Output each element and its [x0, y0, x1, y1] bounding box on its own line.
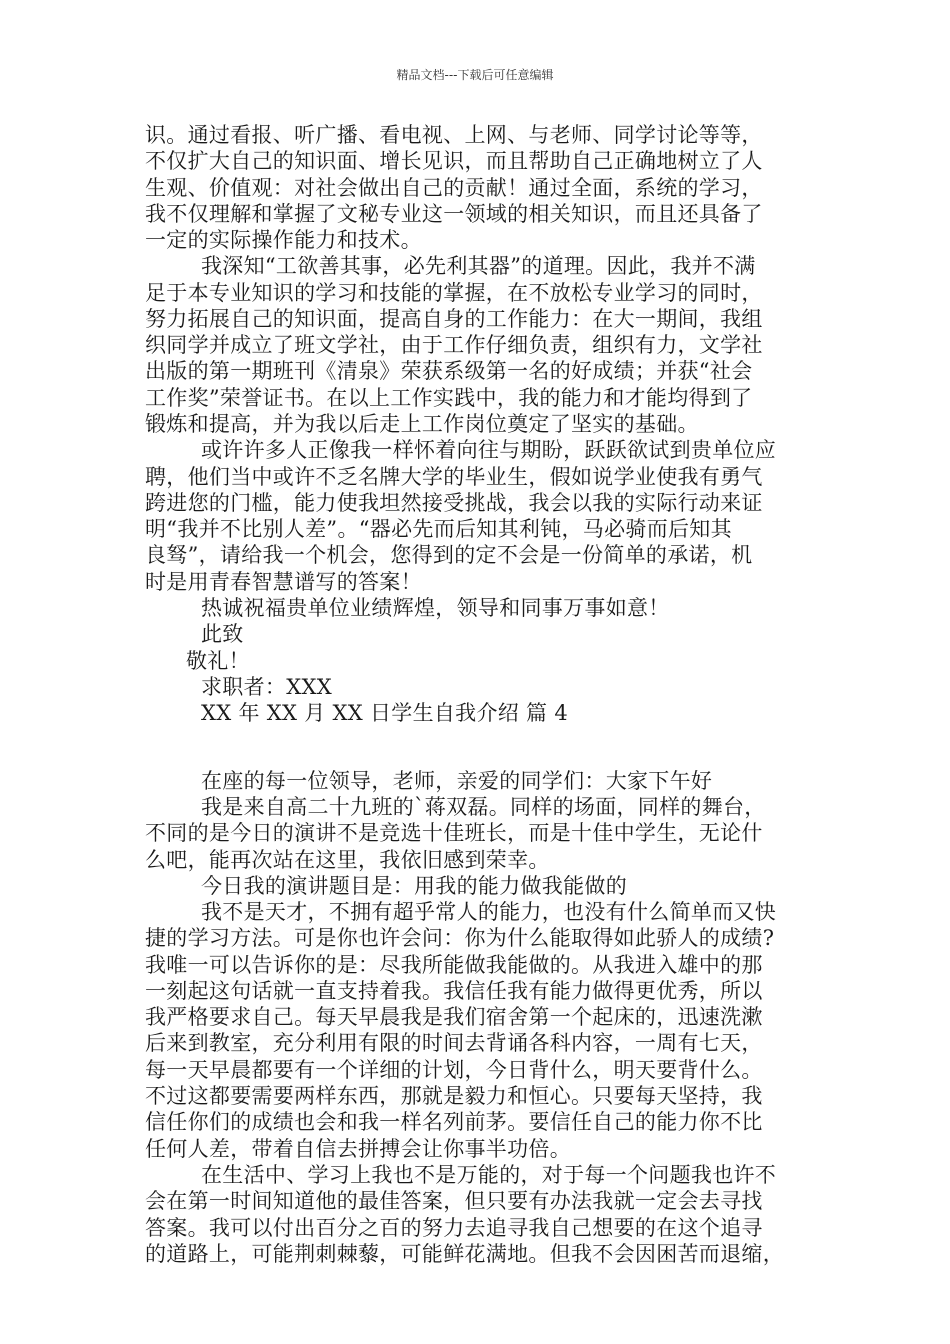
text-line: 一定的实际操作能力和技术。: [145, 228, 422, 252]
text-line: 聘，他们当中或许不乏名牌大学的毕业生，假如说学业使我有勇气: [145, 465, 763, 489]
text-line: 在生活中、学习上我也不是万能的，对于每一个问题我也许不: [201, 1163, 777, 1187]
text-line: 足于本专业知识的学习和技能的掌握，在不放松专业学习的同时，: [145, 281, 763, 305]
text-line: 织同学并成立了班文学社，由于工作仔细负责，组织有力，文学社: [145, 333, 763, 357]
text-line: 在座的每一位领导，老师，亲爱的同学们：大家下午好: [201, 769, 713, 793]
text-line: 敬礼！: [186, 649, 250, 673]
text-line: 此致: [201, 622, 244, 646]
text-line: 出版的第一期班刊《清泉》荣获系级第一名的好成绩；并获“社会: [145, 359, 753, 383]
text-line: 我不仅理解和掌握了文秘专业这一领域的相关知识，而且还具备了: [145, 202, 763, 226]
text-line: 任何人差，带着自信去拼搏会让你事半功倍。: [145, 1137, 571, 1161]
text-line: 我深知“工欲善其事，必先利其器”的道理。因此，我并不满: [201, 254, 756, 278]
text-line: 明“我并不比别人差”。“器必先而后知其利钝，马必骑而后知其: [145, 517, 732, 541]
text-line: 时是用青春智慧谱写的答案！: [145, 570, 422, 594]
text-line: 会在第一时间知道他的最佳答案，但只要有办法我就一定会去寻找: [145, 1189, 763, 1213]
text-line: 不同的是今日的演讲不是竞选十佳班长，而是十佳中学生，无论什: [145, 821, 763, 845]
text-line: 工作奖”荣誉证书。在以上工作实践中，我的能力和才能均得到了: [145, 386, 753, 410]
text-line: 努力拓展自己的知识面，提高自身的工作能力：在大一期间，我组: [145, 307, 763, 331]
text-line: 的道路上，可能荆刺棘藜，可能鲜花满地。但我不会因困苦而退缩，: [145, 1242, 784, 1266]
text-line: 识。通过看报、听广播、看电视、上网、与老师、同学讨论等等，: [145, 123, 763, 147]
text-line: 跨进您的门槛，能力使我坦然接受挑战，我会以我的实际行动来证: [145, 491, 763, 515]
text-line: 我唯一可以告诉你的是：尽我所能做我能做的。从我进入雄中的那: [145, 953, 763, 977]
text-line: 一刻起这句话就一直支持着我。我信任我有能力做得更优秀，所以: [145, 979, 763, 1003]
text-line: 答案。我可以付出百分之百的努力去追寻我自己想要的在这个追寻: [145, 1216, 763, 1240]
text-line: 每一天早晨都要有一个详细的计划，今日背什么，明天要背什么。: [145, 1058, 763, 1082]
text-line: 良驽”，请给我一个机会，您得到的定不会是一份简单的承诺，机: [145, 543, 753, 567]
text-line: XX 年 XX 月 XX 日学生自我介绍 篇 4: [201, 701, 568, 725]
text-line: 么吧，能再次站在这里，我依旧感到荣幸。: [145, 848, 550, 872]
text-line: 生观、价值观：对社会做出自己的贡献！通过全面，系统的学习，: [145, 176, 763, 200]
text-line: 不仅扩大自己的知识面、增长见识，而且帮助自己正确地树立了人: [145, 149, 763, 173]
text-line: 后来到教室，充分利用有限的时间去背诵各科内容，一周有七天，: [145, 1031, 763, 1055]
page-header: 精品文档---下载后可任意编辑: [396, 68, 554, 82]
text-line: 我是来自高二十九班的`蒋双磊。同样的场面，同样的舞台，: [201, 795, 766, 819]
text-line: 我严格要求自己。每天早晨我是我们宿舍第一个起床的，迅速洗漱: [145, 1005, 763, 1029]
text-line: 今日我的演讲题目是：用我的能力做我能做的: [201, 874, 627, 898]
text-line: 我不是天才，不拥有超乎常人的能力，也没有什么简单而又快: [201, 900, 777, 924]
text-line: 信任你们的成绩也会和我一样名列前茅。要信任自己的能力你不比: [145, 1110, 763, 1134]
text-line: 捷的学习方法。可是你也许会问：你为什么能取得如此骄人的成绩?: [145, 926, 775, 950]
text-line: 热诚祝福贵单位业绩辉煌，领导和同事万事如意！: [201, 596, 670, 620]
text-line: 不过这都要需要两样东西，那就是毅力和恒心。只要每天坚持，我: [145, 1084, 763, 1108]
text-line: 求职者：XXX: [201, 675, 332, 699]
text-line: 或许许多人正像我一样怀着向往与期盼，跃跃欲试到贵单位应: [201, 438, 777, 462]
text-line: 锻炼和提高，并为我以后走上工作岗位奠定了坚实的基础。: [145, 412, 699, 436]
